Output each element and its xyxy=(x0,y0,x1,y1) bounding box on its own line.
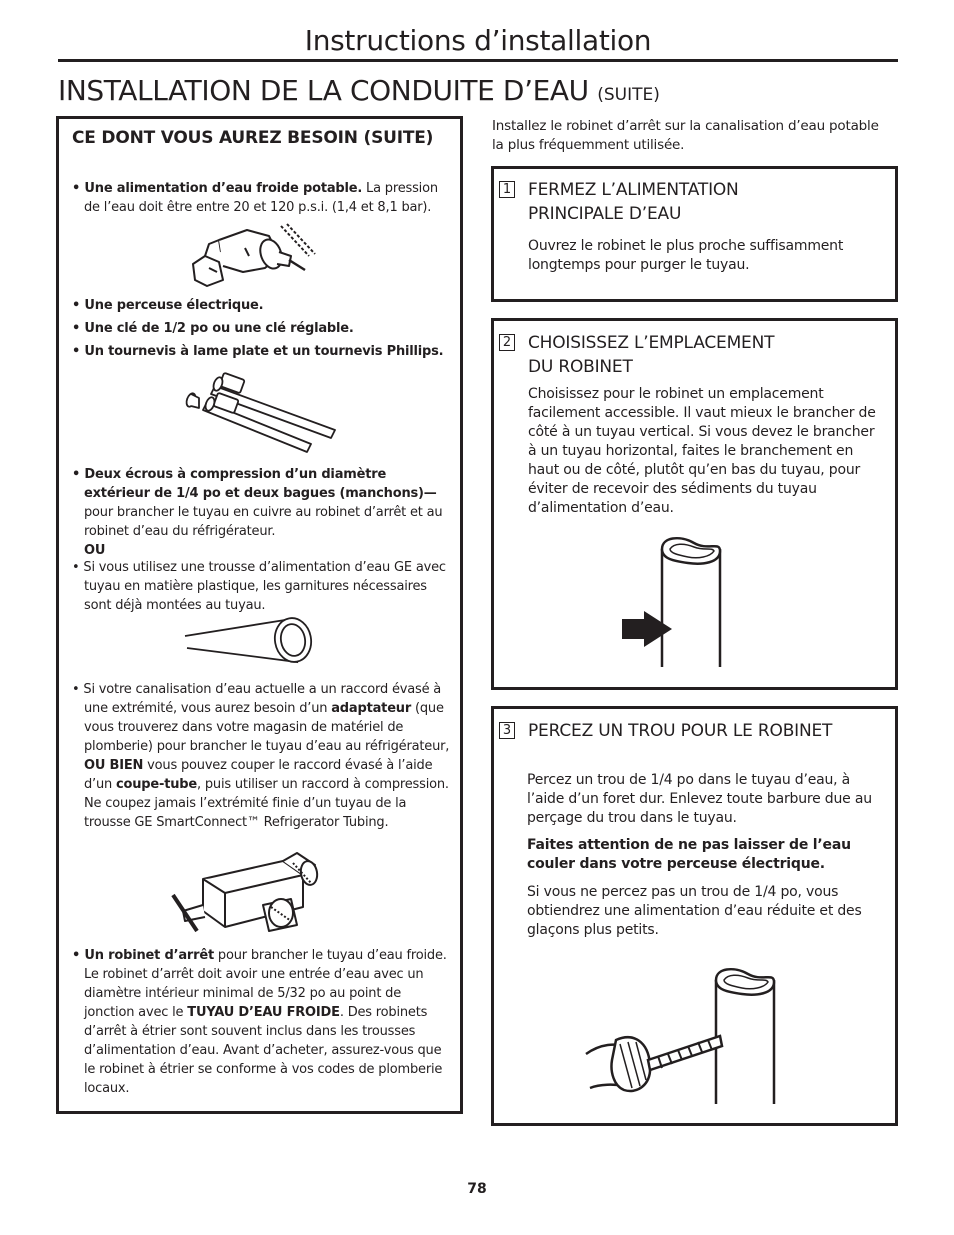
item-water-supply-text: La pression de l’eau doit être entre 20 et 120 p.s.i. (1,4 et 8,1 bar). xyxy=(84,181,438,215)
item-water-supply xyxy=(72,179,450,217)
step-1-title xyxy=(528,178,888,226)
step-1-title-line-2: PRINCIPALE D’EAU xyxy=(528,204,682,224)
step-2-body: Choisissez pour le robinet un emplacement facilement accessible. Il vaut mieux le brancher de côté à un tuyau vertical. Si vous devez le brancher à un tuyau horizontal, faites le branchement en haut ou de côté, plutôt qu’en bas du tuyau, pour éviter de recevoir des sédiments du tuyau d’alimentation d’eau. xyxy=(528,386,876,516)
step-3-number: 3 xyxy=(499,722,515,739)
step-1-number: 1 xyxy=(499,181,515,198)
item-shutoff-valve xyxy=(72,946,450,1098)
section-title xyxy=(58,74,660,107)
step-1-title-line-1: FERMEZ L’ALIMENTATION xyxy=(528,180,739,200)
item-screwdrivers xyxy=(72,342,450,361)
item-shutoff-valve-text-1: pour brancher le tuyau d’eau froide. Le robinet d’arrêt doit avoir une entrée d’eau avec un diamètre intérieur minimal de 5/32 po au point de jonction avec le xyxy=(84,948,447,1020)
item-adapter xyxy=(72,680,450,832)
item-adapter-text-2: (que vous trouverez dans votre magasin de matériel de plomberie) pour brancher le tuyau d’eau au réfrigérateur, xyxy=(84,701,450,754)
item-ge-kit xyxy=(72,558,450,615)
step-3-body-1: Percez un trou de 1/4 po dans le tuyau d’eau, à l’aide d’un foret dur. Enlevez toute barbure due au perçage du trou dans le tuyau. xyxy=(527,772,872,826)
item-shutoff-valve-bold: • Un robinet d’arrêt xyxy=(72,948,214,963)
item-compression-nuts xyxy=(72,465,450,560)
item-or-label: OU xyxy=(84,543,106,558)
materials-heading: CE DONT VOUS AUREZ BESOIN (SUITE) xyxy=(72,128,434,148)
pipe-arrow-illustration xyxy=(618,535,728,670)
step-1-body: Ouvrez le robinet le plus proche suffisamment longtemps pour purger le tuyau. xyxy=(528,238,844,273)
step-3-warning-text: Faites attention de ne pas laisser de l’eau couler dans votre perceuse électrique. xyxy=(527,837,851,872)
item-ge-kit-text: • Si vous utilisez une trousse d’alimentation d’eau GE avec tuyau en matière plastique, les garnitures nécessaires sont déjà montées au tuyau. xyxy=(72,560,446,613)
item-adapter-bold-3: coupe-tube xyxy=(116,777,198,792)
item-shutoff-valve-bold-2: TUYAU D’EAU FROIDE xyxy=(187,1005,340,1020)
page-title: Instructions d’installation xyxy=(304,24,652,57)
step-2-title-line-1: CHOISISSEZ L’EMPLACEMENT xyxy=(528,333,775,353)
item-water-supply-bold: • Une alimentation d’eau froide potable. xyxy=(72,181,363,196)
tubing-illustration xyxy=(185,616,320,676)
step-3-body-2: Si vous ne percez pas un trou de 1/4 po, vous obtiendrez une alimentation d’eau réduite et des glaçons plus petits. xyxy=(527,884,862,938)
shutoff-valve-illustration xyxy=(163,855,328,940)
item-adapter-text-3: vous pouvez couper le raccord évasé à l’aide d’un xyxy=(84,758,433,792)
item-adapter-bold-1: adaptateur xyxy=(331,701,412,716)
drill-illustration xyxy=(185,222,320,292)
item-compression-nuts-text: pour brancher le tuyau en cuivre au robinet d’arrêt et au robinet d’eau du réfrigérateur. xyxy=(84,505,443,539)
item-adapter-text-1: • Si votre canalisation d’eau actuelle a un raccord évasé à une extrémité, vous aurez besoin d’un xyxy=(72,682,442,716)
step-2-title-line-2: DU ROBINET xyxy=(528,357,633,377)
item-drill-text: • Une perceuse électrique. xyxy=(72,298,264,313)
item-wrench xyxy=(72,319,450,338)
pipe-drill-illustration xyxy=(586,962,781,1107)
compression-nuts-illustration xyxy=(185,372,345,452)
item-shutoff-valve-text-2: . Des robinets d’arrêt à étrier sont souvent inclus dans les trousses d’alimentation d’eau. Avant d’acheter, assurez-vous que le robinet à étrier se conforme à vos codes de plomberie locaux. xyxy=(84,1005,443,1096)
intro-text: Installez le robinet d’arrêt sur la canalisation d’eau potable la plus fréquemment utilisée. xyxy=(492,118,879,153)
step-3-warning xyxy=(527,836,889,874)
item-adapter-bold-2: OU BIEN xyxy=(84,758,144,773)
step-2-title xyxy=(528,331,888,379)
step-3-title xyxy=(528,719,893,743)
title-divider xyxy=(58,59,898,62)
step-2-number: 2 xyxy=(499,334,515,351)
page-number: 78 xyxy=(467,1181,487,1197)
item-compression-nuts-bold: • Deux écrous à compression d’un diamètre extérieur de 1/4 po et deux bagues (manchons)— xyxy=(72,467,437,501)
step-3-title-line-1: PERCEZ UN TROU POUR LE ROBINET xyxy=(528,721,833,741)
item-wrench-text: • Une clé de 1/2 po ou une clé réglable. xyxy=(72,321,354,336)
item-screwdrivers-text: • Un tournevis à lame plate et un tournevis Phillips. xyxy=(72,344,444,359)
section-title-suffix: (SUITE) xyxy=(597,85,660,105)
section-title-text: INSTALLATION DE LA CONDUITE D’EAU xyxy=(58,74,589,107)
item-drill xyxy=(72,296,450,315)
item-adapter-text-4: , puis utiliser un raccord à compression. Ne coupez jamais l’extrémité finie d’un tuyau de la trousse GE SmartConnect™ Refrigerator Tubing. xyxy=(84,777,449,830)
